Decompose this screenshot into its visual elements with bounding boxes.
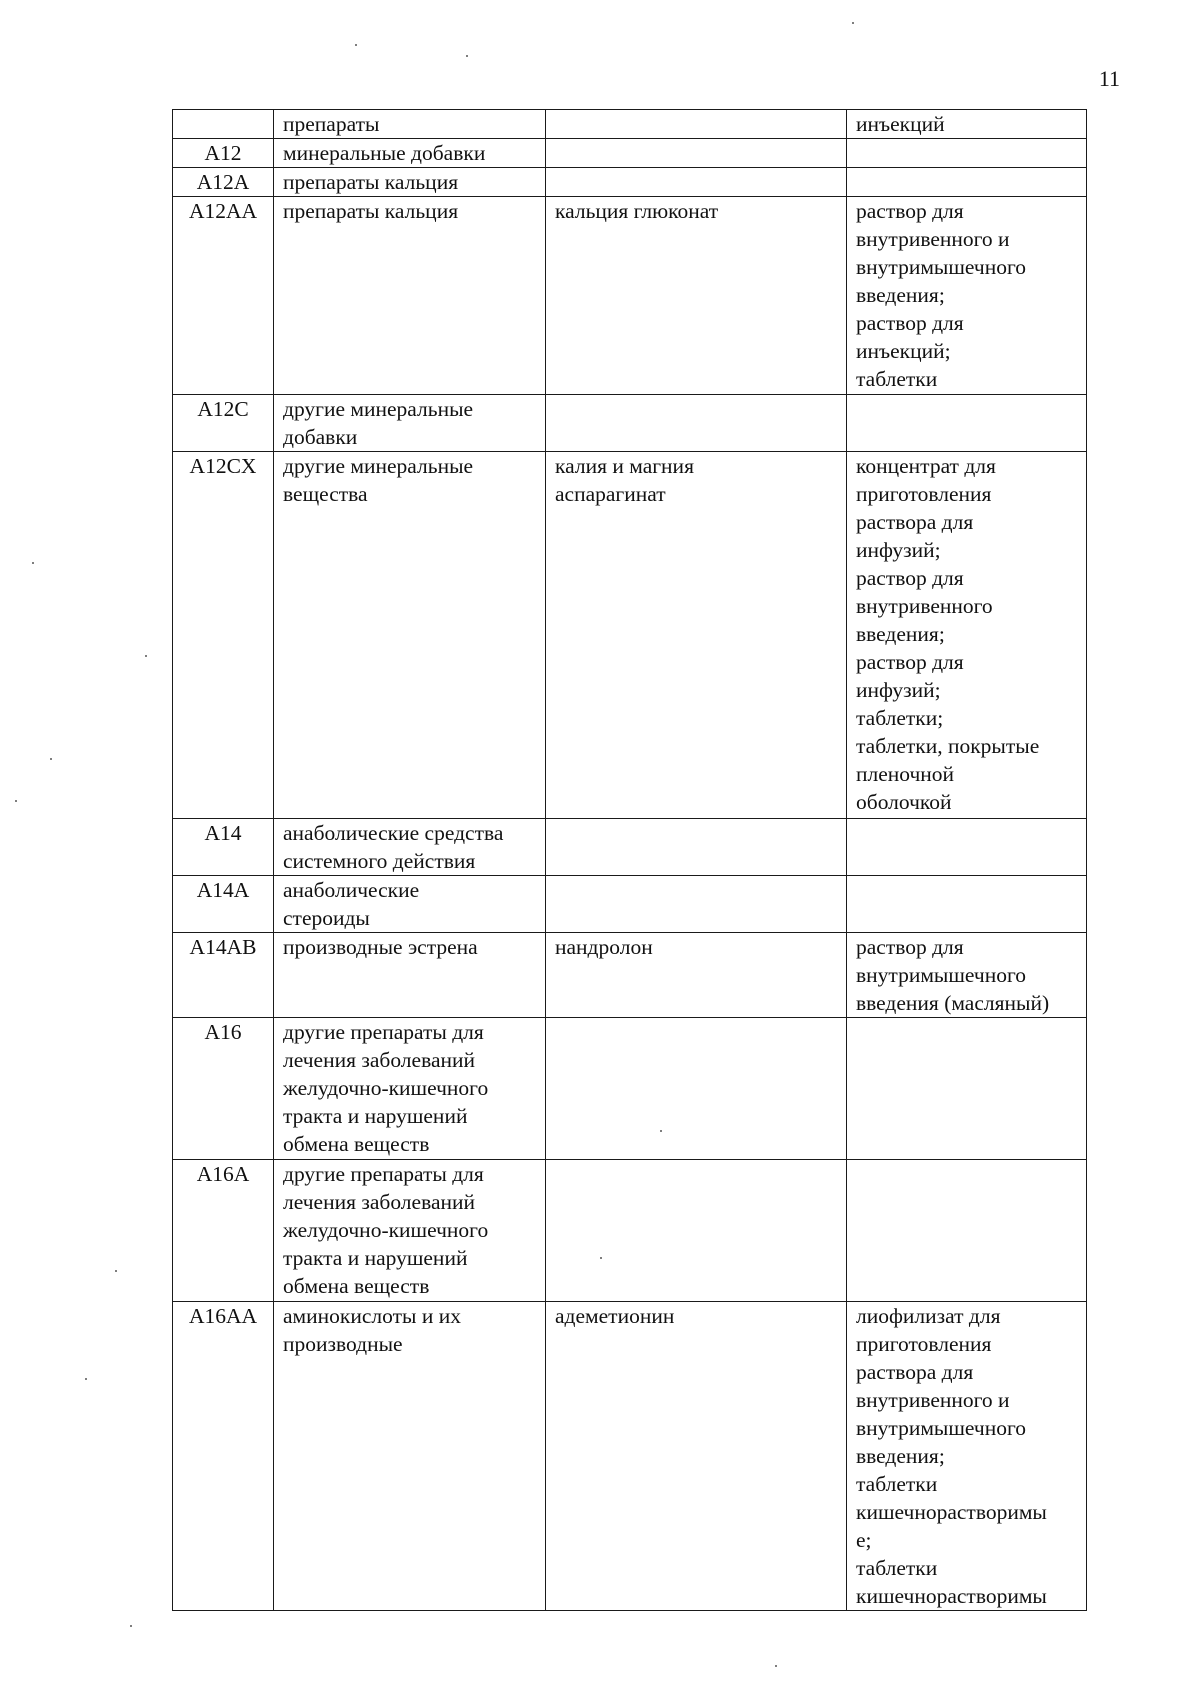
atc-code-cell: A14 <box>173 819 274 876</box>
table-row <box>173 168 1087 197</box>
table-row <box>173 139 1087 168</box>
table-row <box>173 876 1087 933</box>
drug-name-cell <box>546 139 847 168</box>
pharmacological-group-cell: анаболические стероиды <box>274 876 546 933</box>
dosage-form-cell <box>847 168 1087 197</box>
dosage-form-cell <box>847 876 1087 933</box>
dosage-form-cell: инъекций <box>847 110 1087 139</box>
page-number: 11 <box>1098 66 1120 91</box>
pharmacological-group-cell: препараты <box>274 110 546 139</box>
drug-name-cell <box>546 110 847 139</box>
table-row <box>173 452 1087 819</box>
table-row <box>173 1018 1087 1160</box>
drug-name-cell: кальция глюконат <box>546 197 847 395</box>
dosage-form-cell <box>847 1160 1087 1302</box>
atc-code-cell: A12CX <box>173 452 274 819</box>
table-row <box>173 110 1087 139</box>
atc-code-cell: A14A <box>173 876 274 933</box>
drug-name-cell: нандролон <box>546 933 847 1018</box>
pharmacological-group-cell: препараты кальция <box>274 168 546 197</box>
dosage-form-cell <box>847 819 1087 876</box>
atc-code-cell: A12C <box>173 395 274 452</box>
pharmacological-group-cell: другие препараты для лечения заболеваний желудочно-кишечного тракта и нарушений обмена веществ <box>274 1018 546 1160</box>
pharmacological-group-cell: препараты кальция <box>274 197 546 395</box>
drug-name-cell <box>546 168 847 197</box>
pharmacological-group-cell: другие минеральные добавки <box>274 395 546 452</box>
table-row <box>173 1302 1087 1611</box>
atc-code-cell: A16AA <box>173 1302 274 1611</box>
drug-classification-table <box>172 109 1087 1611</box>
pharmacological-group-cell: аминокислоты и их производные <box>274 1302 546 1611</box>
dosage-form-cell: концентрат для приготовления раствора для инфузий; раствор для внутривенного введения; раствор для инфузий; таблетки; таблетки, покрытые пленочной оболочкой <box>847 452 1087 819</box>
pharmacological-group-cell: минеральные добавки <box>274 139 546 168</box>
drug-name-cell <box>546 1160 847 1302</box>
drug-name-cell <box>546 395 847 452</box>
dosage-form-cell <box>847 139 1087 168</box>
dosage-form-cell: раствор для внутримышечного введения (масляный) <box>847 933 1087 1018</box>
drug-name-cell: калия и магния аспарагинат <box>546 452 847 819</box>
pharmacological-group-cell: другие препараты для лечения заболеваний желудочно-кишечного тракта и нарушений обмена веществ <box>274 1160 546 1302</box>
atc-code-cell: A12AA <box>173 197 274 395</box>
table-row <box>173 1160 1087 1302</box>
pharmacological-group-cell: анаболические средства системного действия <box>274 819 546 876</box>
drug-name-cell <box>546 819 847 876</box>
dosage-form-cell <box>847 1018 1087 1160</box>
table-row <box>173 197 1087 395</box>
dosage-form-cell: лиофилизат для приготовления раствора для внутривенного и внутримышечного введения; таблетки кишечнорастворимы е; таблетки кишечнорастворимы <box>847 1302 1087 1611</box>
atc-code-cell: A14AB <box>173 933 274 1018</box>
table-row <box>173 819 1087 876</box>
atc-code-cell: A16 <box>173 1018 274 1160</box>
drug-name-cell <box>546 876 847 933</box>
table-row <box>173 933 1087 1018</box>
atc-code-cell <box>173 110 274 139</box>
pharmacological-group-cell: другие минеральные вещества <box>274 452 546 819</box>
table-row <box>173 395 1087 452</box>
dosage-form-cell <box>847 395 1087 452</box>
drug-name-cell <box>546 1018 847 1160</box>
atc-code-cell: A12A <box>173 168 274 197</box>
dosage-form-cell: раствор для внутривенного и внутримышечного введения; раствор для инъекций; таблетки <box>847 197 1087 395</box>
atc-code-cell: A12 <box>173 139 274 168</box>
atc-code-cell: A16A <box>173 1160 274 1302</box>
drug-name-cell: адеметионин <box>546 1302 847 1611</box>
pharmacological-group-cell: производные эстрена <box>274 933 546 1018</box>
